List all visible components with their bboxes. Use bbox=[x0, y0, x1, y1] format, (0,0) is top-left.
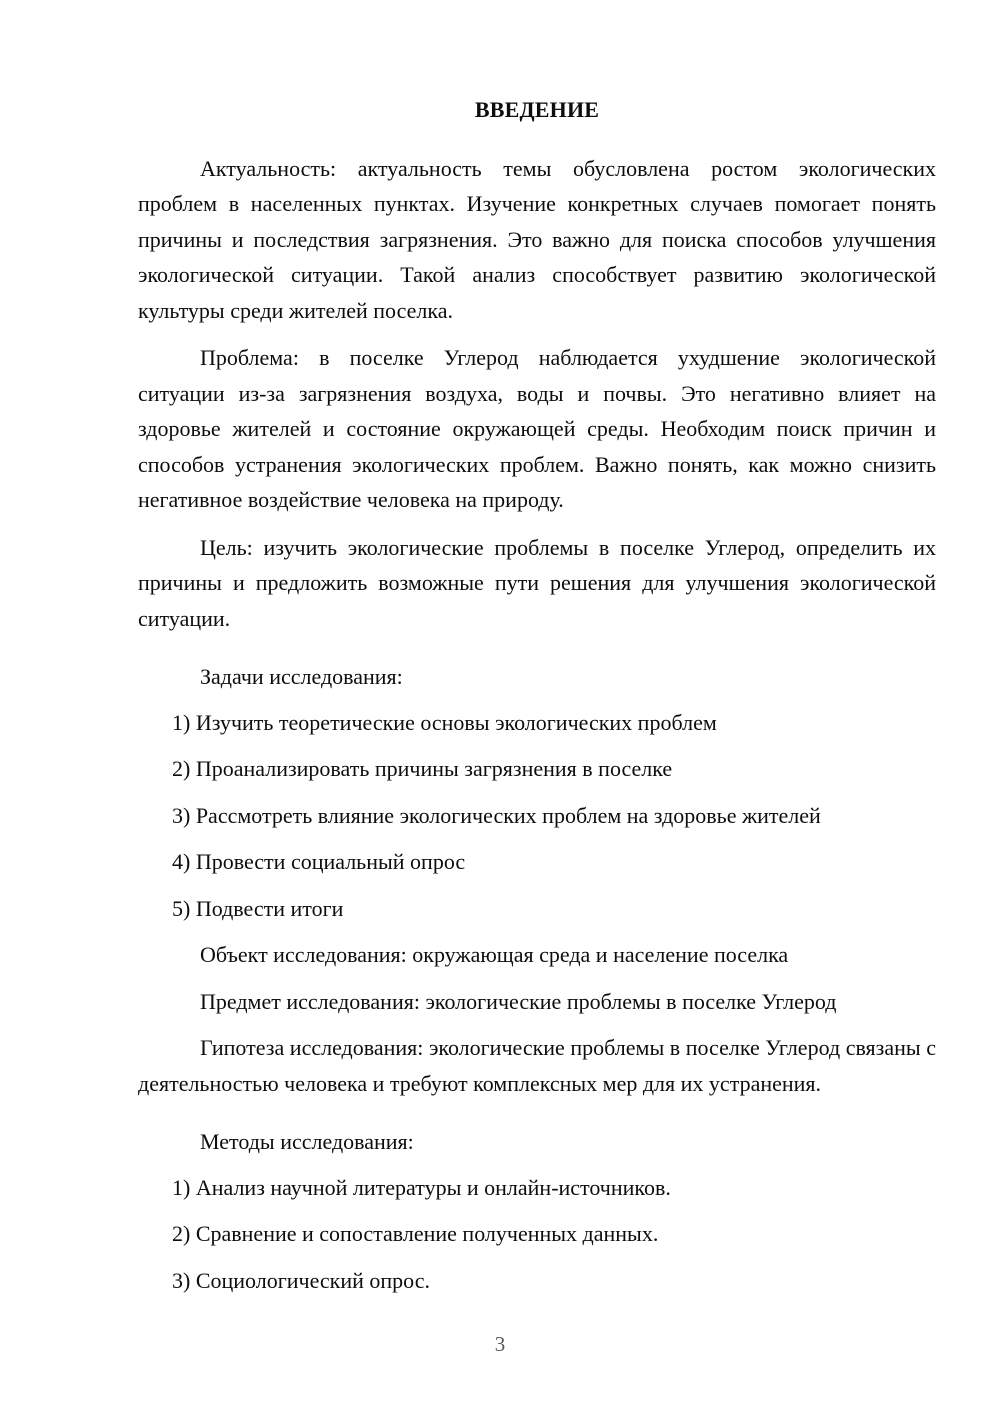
paragraph-relevance: Актуальность: актуальность темы обусловлена ростом экологических проблем в населенных пунктах. Изучение конкретных случаев помогает понять причины и последствия загрязнения. Это важно для поиска способов улучшения экологической ситуации. Такой анализ способствует развитию экологической культуры среди жителей поселка. bbox=[138, 155, 936, 323]
list-item: 2) Проанализировать причины загрязнения в поселке bbox=[172, 756, 673, 781]
subject-of-research: Предмет исследования: экологические проблемы в поселке Углерод bbox=[200, 988, 837, 1014]
list-item: 3) Рассмотреть влияние экологических проблем на здоровье жителей bbox=[172, 802, 821, 828]
object-of-research: Объект исследования: окружающая среда и население поселка bbox=[200, 942, 789, 967]
document-body bbox=[138, 96, 936, 1298]
paragraph-goal: Цель: изучить экологические проблемы в поселке Углерод, определить их причины и предложить возможные пути решения для улучшения экологической ситуации. bbox=[138, 534, 936, 631]
page-title: ВВЕДЕНИЕ bbox=[474, 97, 600, 122]
paragraph-hypothesis: Гипотеза исследования: экологические проблемы в поселке Углерод связаны с деятельностью человека и требуют комплексных мер для их устранения. bbox=[138, 1035, 936, 1096]
list-item: 1) Изучить теоретические основы экологических проблем bbox=[172, 709, 717, 735]
tasks-list bbox=[138, 705, 936, 927]
list-item: 1) Анализ научной литературы и онлайн-источников. bbox=[172, 1174, 671, 1200]
methods-heading: Методы исследования: bbox=[200, 1129, 414, 1154]
paragraph-problem: Проблема: в поселке Углерод наблюдается ухудшение экологической ситуации из-за загрязнения воздуха, воды и почвы. Это негативно влияет на здоровье жителей и состояние окружающей среды. Необходим поиск причин и способов устранения экологических проблем. Важно понять, как можно снизить негативное воздействие человека на природу. bbox=[138, 345, 936, 512]
page-number: 3 bbox=[494, 1332, 506, 1356]
methods-list bbox=[138, 1170, 936, 1299]
list-item: 2) Сравнение и сопоставление полученных данных. bbox=[172, 1221, 659, 1246]
list-item: 3) Социологический опрос. bbox=[172, 1267, 430, 1293]
tasks-heading: Задачи исследования: bbox=[200, 664, 403, 689]
list-item: 4) Провести социальный опрос bbox=[172, 849, 466, 874]
list-item: 5) Подвести итоги bbox=[172, 895, 344, 921]
